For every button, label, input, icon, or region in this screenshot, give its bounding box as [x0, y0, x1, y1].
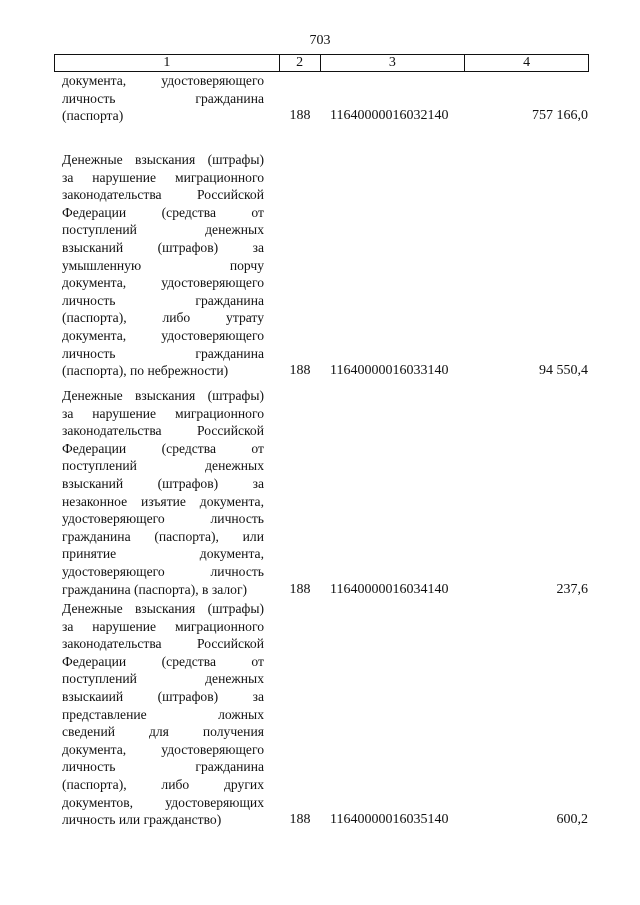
column-header-3: 3: [320, 55, 465, 72]
description-line: личность гражданина: [62, 292, 264, 308]
admin-code: 188: [289, 363, 311, 379]
admin-code: 188: [289, 812, 311, 828]
description-line: за нарушение миграционного: [62, 169, 264, 185]
description-line: документа, удостоверяющего: [62, 275, 264, 291]
description-line: гражданина (паспорта), в залог): [62, 581, 248, 597]
description-line: документов, удостоверяющих: [62, 794, 264, 810]
kbk-code: 11640000016034140: [330, 581, 449, 597]
description-line: (паспорта): [62, 108, 124, 124]
description-line: поступлений денежных: [62, 671, 264, 687]
description-line: сведений для получения: [62, 724, 264, 740]
description-line: взысканий (штрафов) за: [62, 475, 264, 491]
description-line: законодательства Российской: [62, 636, 264, 652]
description-line: документа, удостоверяющего: [62, 327, 264, 343]
row-description: [62, 387, 264, 598]
description-line: поступлений денежных: [62, 222, 264, 238]
description-line: Федерации (средства от: [62, 653, 264, 669]
description-line: за нарушение миграционного: [62, 618, 264, 634]
description-line: за нарушение миграционного: [62, 405, 264, 421]
description-line: (паспорта), либо утрату: [62, 310, 264, 326]
amount: 757 166,0: [532, 108, 588, 124]
description-line: Денежные взыскания (штрафы): [62, 388, 264, 403]
description-line: Денежные взыскания (штрафы): [62, 601, 264, 616]
description-line: удостоверяющего личность: [62, 511, 264, 527]
column-header-table: [54, 54, 589, 72]
description-line: взысканий (штрафов) за: [62, 239, 264, 255]
kbk-code: 11640000016032140: [330, 108, 449, 124]
kbk-code: 11640000016033140: [330, 363, 449, 379]
description-line: документа, удостоверяющего: [62, 741, 264, 757]
description-line: представление ложных: [62, 706, 264, 722]
description-line: Денежные взыскания (штрафы): [62, 152, 264, 167]
kbk-code: 11640000016035140: [330, 812, 449, 828]
description-line: (паспорта), по небрежности): [62, 363, 229, 379]
description-line: взыскаиий (штрафов) за: [62, 688, 264, 704]
row-description: [62, 151, 264, 380]
description-line: личность гражданина: [62, 759, 264, 775]
description-line: Федерации (средства от: [62, 204, 264, 220]
description-line: личность или гражданство): [62, 812, 222, 828]
amount: 600,2: [556, 812, 588, 828]
description-line: удостоверяющего личность: [62, 563, 264, 579]
column-header-1: 1: [55, 55, 280, 72]
description-line: документа, удостоверяющего: [62, 73, 264, 88]
row-description: [62, 600, 264, 829]
description-line: личность гражданина: [62, 345, 264, 361]
description-line: умышленную порчу: [62, 257, 264, 273]
admin-code: 188: [289, 581, 311, 597]
description-line: законодательства Российской: [62, 187, 264, 203]
description-line: поступлений денежных: [62, 458, 264, 474]
column-header-2: 2: [279, 55, 320, 72]
admin-code: 188: [289, 108, 311, 124]
row-description: [62, 72, 264, 125]
amount: 237,6: [556, 581, 588, 597]
description-line: гражданина (паспорта), или: [62, 528, 264, 544]
amount: 94 550,4: [539, 363, 588, 379]
description-line: (паспорта), либо других: [62, 776, 264, 792]
description-line: личность гражданина: [62, 90, 264, 106]
description-line: Федерации (средства от: [62, 440, 264, 456]
description-line: законодательства Российской: [62, 423, 264, 439]
page-number: 703: [309, 33, 331, 48]
description-line: незаконное изъятие документа,: [62, 493, 264, 509]
column-header-4: 4: [465, 55, 589, 72]
description-line: принятие документа,: [62, 546, 264, 562]
